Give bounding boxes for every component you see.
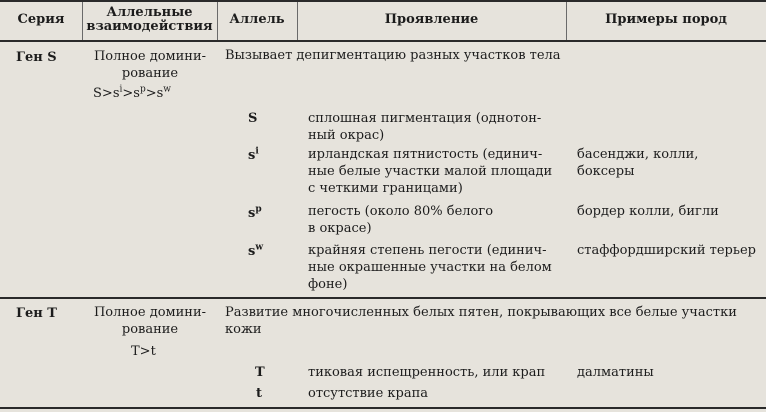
allele-T-breeds: далматины [577, 365, 654, 380]
allele-si-manifestation: ирландская пятнистость (единич- ные белые участки малой площади с четкими границами) [308, 147, 553, 196]
bottom-rule [0, 407, 766, 409]
gene-t-interaction-line2: рование [121, 322, 179, 337]
allele-t: t [256, 386, 263, 401]
gene-s-interaction-line2: рование [121, 66, 179, 81]
gene-t-interaction [90, 304, 210, 338]
allele-S: S [248, 111, 258, 126]
header-series: Серия [17, 12, 65, 27]
section-rule [0, 297, 766, 299]
header-breeds: Примеры пород [605, 12, 727, 27]
allele-sw-breeds: стаффордширский терьер [577, 243, 756, 258]
gene-t-formula: T>t [131, 344, 156, 359]
allele-si-breeds: басенджи, колли, боксеры [577, 147, 699, 179]
allele-si: $s^i$ [248, 146, 259, 163]
allele-T-manifestation: тиковая испещренность, или крап [308, 365, 546, 380]
header-bottom-rule [0, 40, 766, 42]
allele-sp-breeds: бордер колли, бигли [577, 204, 719, 219]
header-interaction-line2: взаимодействия [86, 19, 213, 34]
allele-sp: $s^p$ [248, 204, 262, 221]
allele-T: T [255, 365, 265, 380]
header-manifestation: Проявление [384, 12, 479, 27]
gene-t-name: Ген T [16, 306, 57, 321]
gene-s-formula: $S>s^i>s^p>s^w$ [93, 84, 172, 101]
allele-sp-manifestation: пегость (около 80% белого в окрасе) [308, 204, 494, 236]
top-rule [0, 0, 766, 2]
header-allele: Аллель [229, 12, 285, 27]
gene-s-name: Ген S [16, 50, 57, 65]
gene-t-interaction-line1: Полное домини- [93, 305, 207, 320]
header-interaction-line1: Аллельные [106, 5, 193, 20]
gene-s-description: Вызывает депигментацию разных участков тела [225, 48, 561, 63]
allele-sw: $s^w$ [248, 242, 264, 259]
allele-sw-manifestation: крайняя степень пегости (единич- ные окрашенные участки на белом фоне) [308, 243, 552, 292]
allele-t-manifestation: отсутствие крапа [308, 386, 429, 401]
allele-S-manifestation: сплошная пигментация (однотон- ный окрас) [308, 111, 542, 143]
gene-s-interaction-line1: Полное домини- [93, 49, 207, 64]
gene-t-description: Развитие многочисленных белых пятен, покрывающих все белые участки кожи [225, 305, 737, 337]
header-interaction [82, 6, 217, 34]
gene-s-interaction [90, 48, 210, 82]
